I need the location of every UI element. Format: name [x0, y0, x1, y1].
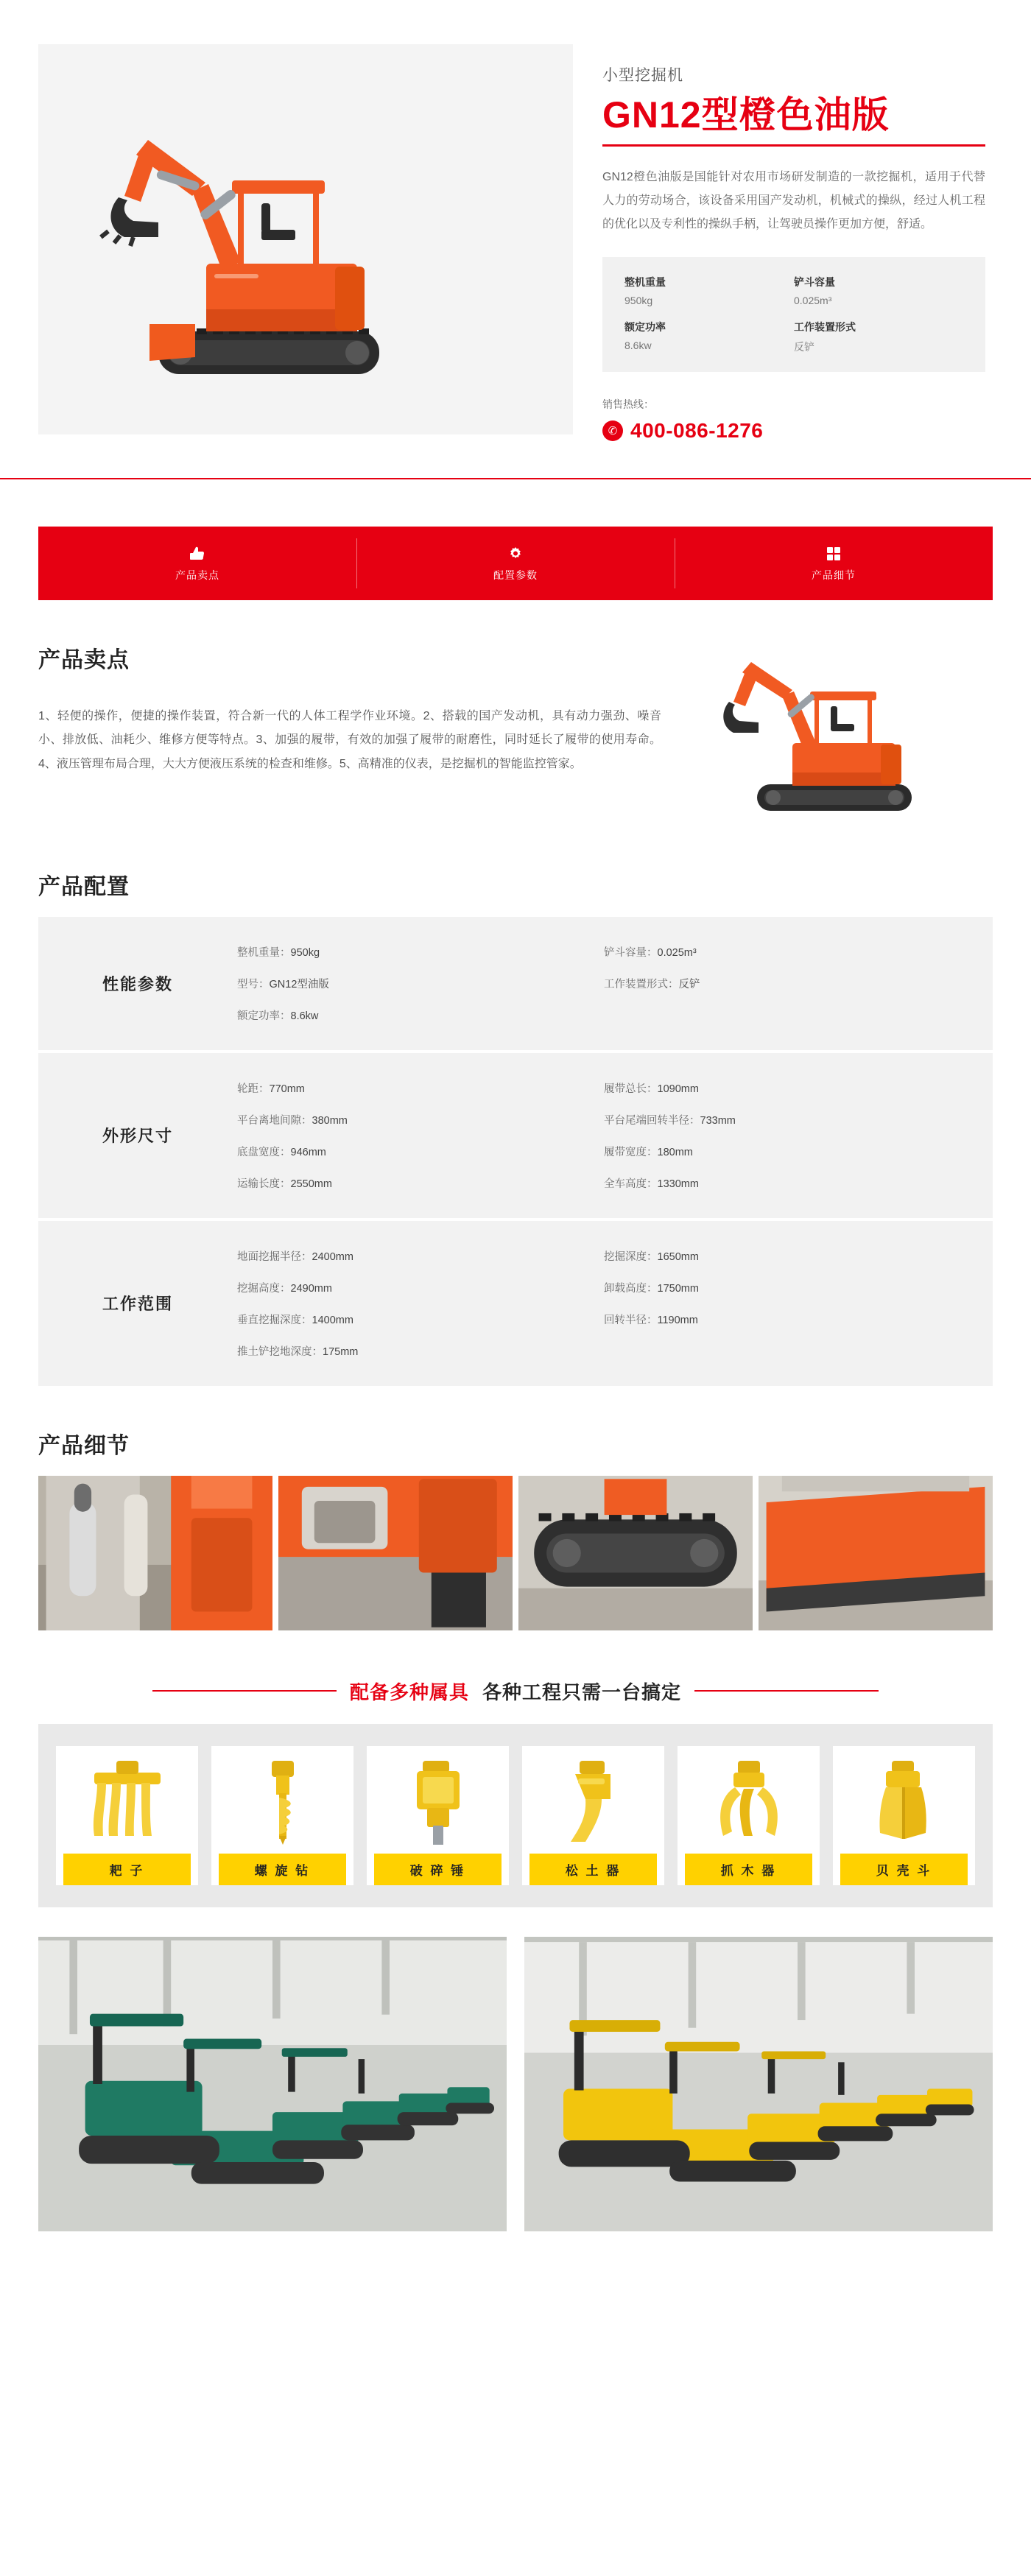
detail-image-controls — [38, 1476, 272, 1630]
header-line-right — [694, 1690, 879, 1692]
param-key: 平台尾端回转半径： — [604, 1114, 700, 1127]
param-key: 全车高度： — [604, 1178, 658, 1190]
selling-points-text: 1、轻便的操作，便捷的操作装置，符合新一代的人体工程学作业环境。2、搭载的国产发动机，具有动力强劲、噪音小、排放低、油耗少、维修方便等特点。3、加强的履带，有效的加强了履带的耐磨性，同时延长了履带的使用寿命。4、液压管理布局合理，大大方便液压系统的检查和维修。5、高精准的仪表，是挖掘机的智能监控管家。 — [38, 709, 661, 771]
param-item-empty — [604, 999, 971, 1031]
gear-icon — [506, 544, 525, 563]
attachment-card-breaker[interactable] — [367, 1746, 509, 1885]
attachments-headline-red: 配备多种属具 — [349, 1681, 469, 1703]
attachments-header — [38, 1678, 993, 1705]
spec-item — [794, 320, 963, 354]
hotline-label: 销售热线： — [602, 398, 654, 410]
param-key: 回转半径： — [604, 1314, 658, 1326]
tab-details[interactable] — [675, 527, 993, 600]
param-item — [237, 1167, 604, 1199]
param-key: 挖掘高度： — [237, 1282, 291, 1295]
param-item — [237, 1136, 604, 1167]
hero-spec-box — [602, 257, 985, 372]
attachment-card-clamshell[interactable] — [833, 1746, 975, 1885]
param-value: 1330mm — [657, 1178, 699, 1190]
detail-image-blade — [759, 1476, 993, 1630]
spec-key: 工作装置形式 — [794, 320, 856, 333]
spec-item — [794, 275, 963, 306]
param-value: 180mm — [657, 1146, 693, 1158]
param-value: 770mm — [269, 1083, 305, 1095]
param-value: 950kg — [290, 946, 320, 959]
tab-parameters[interactable] — [356, 527, 675, 600]
param-key: 挖掘深度： — [604, 1250, 658, 1263]
param-item — [604, 1167, 971, 1199]
page-title: GN12型橙色油版 — [602, 94, 890, 136]
param-value: 175mm — [323, 1345, 359, 1358]
clamshell-bucket-icon — [864, 1758, 945, 1846]
param-item — [237, 1303, 604, 1335]
param-item — [604, 1240, 971, 1272]
hotline[interactable] — [602, 419, 985, 443]
gallery-image-yellow-line — [524, 1937, 993, 2231]
attachment-label: 螺 旋 钻 — [219, 1854, 346, 1885]
spec-key: 整机重量 — [624, 275, 666, 288]
spec-key: 额定功率 — [624, 320, 666, 333]
attachment-card-auger[interactable] — [211, 1746, 353, 1885]
param-item — [604, 1136, 971, 1167]
param-value: 0.025m³ — [657, 946, 697, 959]
selling-points-image — [683, 658, 993, 827]
param-item — [604, 1272, 971, 1303]
param-key: 整机重量： — [237, 946, 291, 959]
thumbs-up-icon — [188, 544, 207, 563]
spec-key: 铲斗容量 — [794, 275, 835, 288]
param-value: 2400mm — [312, 1250, 353, 1263]
attachment-label: 松 土 器 — [529, 1854, 657, 1885]
product-details-section — [38, 1427, 993, 1630]
param-key: 履带总长： — [604, 1083, 658, 1095]
tab-selling-points[interactable] — [38, 527, 356, 600]
auger-icon — [242, 1758, 323, 1846]
attachment-label: 抓 木 器 — [685, 1854, 812, 1885]
param-item — [604, 968, 971, 999]
param-value: 2490mm — [290, 1282, 332, 1295]
param-item — [237, 1272, 604, 1303]
tab-label: 产品细节 — [812, 569, 856, 581]
param-value: 1650mm — [657, 1250, 699, 1263]
param-item — [604, 1303, 971, 1335]
ripper-icon — [553, 1758, 634, 1846]
product-details-title: 产品细节 — [38, 1433, 130, 1458]
selling-points-title: 产品卖点 — [38, 647, 130, 672]
param-key: 底盘宽度： — [237, 1146, 291, 1158]
param-key: 工作装置形式： — [604, 978, 679, 990]
param-key: 型号： — [237, 978, 270, 990]
breaker-hammer-icon — [398, 1758, 479, 1846]
param-key: 运输长度： — [237, 1178, 291, 1190]
attachments-headline-dark: 各种工程只需一台搞定 — [482, 1681, 682, 1703]
param-value: 1190mm — [657, 1314, 698, 1326]
param-key: 垂直挖掘深度： — [237, 1314, 312, 1326]
param-value: 733mm — [700, 1114, 736, 1127]
parameter-table — [38, 917, 993, 1386]
param-group-working-range — [38, 1221, 993, 1386]
hero-product-image — [38, 44, 573, 434]
param-value: 380mm — [312, 1114, 348, 1127]
param-value: 946mm — [290, 1146, 326, 1158]
param-item — [237, 936, 604, 968]
factory-gallery — [38, 1937, 993, 2231]
hero-info — [602, 44, 993, 443]
selling-points-section — [38, 641, 993, 827]
param-group-performance — [38, 917, 993, 1053]
param-key: 额定功率： — [237, 1010, 291, 1022]
configuration-title: 产品配置 — [38, 874, 130, 899]
param-key: 铲斗容量： — [604, 946, 658, 959]
attachments-list — [38, 1724, 993, 1907]
spec-value: 反铲 — [794, 340, 814, 353]
attachment-card-rake[interactable] — [56, 1746, 198, 1885]
param-key: 地面挖掘半径： — [237, 1250, 312, 1263]
param-key: 履带宽度： — [604, 1146, 658, 1158]
phone-icon: ✆ — [602, 420, 623, 441]
spec-value: 8.6kw — [624, 339, 652, 351]
gallery-image-green-line — [38, 1937, 507, 2231]
product-category: 小型挖掘机 — [602, 67, 683, 84]
param-value: 8.6kw — [290, 1010, 319, 1022]
title-divider — [602, 144, 985, 147]
spec-item — [624, 320, 794, 354]
rake-icon — [87, 1758, 168, 1846]
header-line-left — [152, 1690, 337, 1692]
param-item — [604, 1072, 971, 1104]
tab-label: 配置参数 — [493, 569, 538, 581]
spec-value: 0.025m³ — [794, 294, 832, 306]
param-value: GN12型油版 — [269, 978, 329, 990]
attachment-label: 贝 壳 斗 — [840, 1854, 968, 1885]
attachment-card-ripper[interactable] — [522, 1746, 664, 1885]
hotline-number[interactable]: 400-086-1276 — [630, 418, 764, 442]
param-item-empty — [604, 1335, 971, 1367]
param-value: 反铲 — [678, 978, 700, 990]
param-value: 2550mm — [290, 1178, 332, 1190]
param-item — [237, 968, 604, 999]
tab-label: 产品卖点 — [175, 569, 219, 581]
param-value: 1090mm — [657, 1083, 699, 1095]
param-value: 1400mm — [312, 1314, 353, 1326]
param-value: 1750mm — [657, 1282, 699, 1295]
attachment-card-grapple[interactable] — [678, 1746, 820, 1885]
hero-section — [0, 0, 1031, 443]
spec-value: 950kg — [624, 294, 653, 306]
param-item — [237, 1072, 604, 1104]
detail-image-seat — [278, 1476, 513, 1630]
param-group-dimensions — [38, 1053, 993, 1221]
product-description: GN12橙色油版是国能针对农用市场研发制造的一款挖掘机，适用于代替人力的劳动场合，该设备采用国产发动机，机械式的操纵，经过人机工程的优化以及专利性的操纵手柄，让驾驶员操作更加方便，舒适。 — [602, 170, 985, 230]
param-group-name: 外形尺寸 — [102, 1127, 173, 1145]
param-item — [237, 1335, 604, 1367]
param-group-name: 性能参数 — [102, 974, 173, 993]
section-nav — [38, 527, 993, 600]
param-group-name: 工作范围 — [102, 1295, 173, 1313]
section-divider — [0, 478, 1031, 479]
param-item — [604, 1104, 971, 1136]
attachment-label: 破 碎 锤 — [374, 1854, 502, 1885]
spec-item — [624, 275, 794, 306]
attachment-label: 耙 子 — [63, 1854, 191, 1885]
param-item — [237, 999, 604, 1031]
param-key: 平台离地间隙： — [237, 1114, 312, 1127]
detail-image-track — [518, 1476, 753, 1630]
configuration-section — [38, 868, 993, 1386]
param-item — [604, 936, 971, 968]
param-key: 轮距： — [237, 1083, 270, 1095]
param-item — [237, 1104, 604, 1136]
param-item — [237, 1240, 604, 1272]
grapple-icon — [708, 1758, 789, 1846]
param-key: 推土铲挖地深度： — [237, 1345, 323, 1358]
param-key: 卸载高度： — [604, 1282, 658, 1295]
grid-icon — [824, 544, 843, 563]
